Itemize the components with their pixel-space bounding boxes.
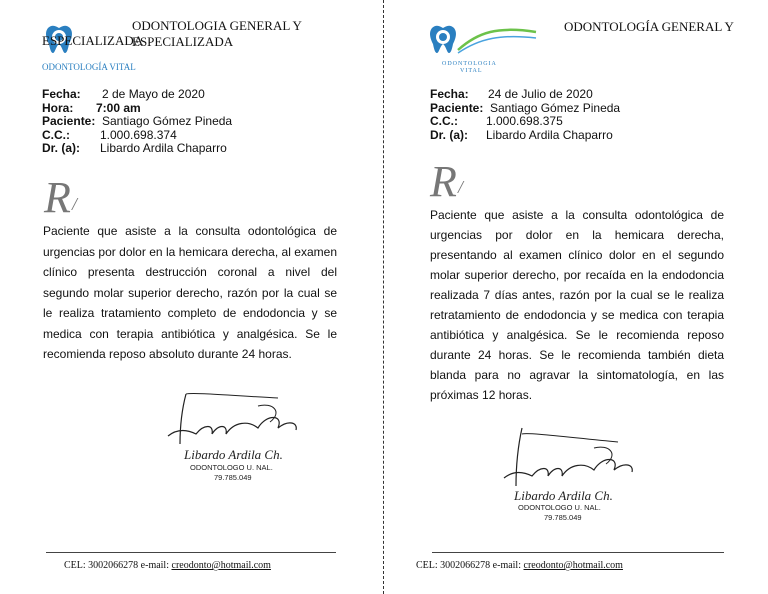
clinic-title-continued: ESPECIALIZADA [42,33,144,48]
id-row [430,115,620,129]
id-label: C.C.: [430,114,458,128]
clinic-title: ODONTOLOGIA GENERAL Y ESPECIALIZADA [132,18,302,49]
doctor-label: Dr. (a): [42,141,81,155]
doctor-value: Libardo Ardila Chaparro [100,141,227,155]
clinic-title: ODONTOLOGÍA GENERAL Y [564,19,734,34]
doctor-value: Libardo Ardila Chaparro [486,127,613,142]
date-value: 2 de Mayo de 2020 [102,87,205,101]
signature-icon [158,384,308,454]
rx-symbol: R [44,173,71,222]
footer-email[interactable]: creodonto@hotmail.com [171,560,271,571]
id-value: 1.000.698.374 [100,127,177,142]
signature-icon [494,424,644,494]
footer-email-label: e-mail: [140,560,169,571]
prescription-body: Paciente que asiste a la consulta odontológica de urgencias por dolor en la hemicara derecha, presentando al examen clínico dolor en el segundo molar superior derecho, por recaída en la endodoncia realizada 7 días antes, razón por la cual se le realiza retratamiento de endodoncia y se medica con terapia antibiótica y analgésica. Se le recomienda reposo durante 24 horas. Se le recomienda también dieta blanda para no agravar la sintomatología, en las próximas 12 horas. [430,208,724,402]
footer-phone: CEL: 3002066278 [64,560,139,571]
rx-symbol: R [430,157,457,206]
footer-email-label: e-mail: [492,560,521,571]
signature-name: Libardo Ardila Ch. [184,447,283,462]
footer-contact [64,560,271,571]
patient-row [42,115,232,129]
signature-name: Libardo Ardila Ch. [514,488,613,503]
signature-title: ODONTOLOGO U. NAL. [518,503,601,512]
prescription-left [0,0,383,594]
signature-id: 79.785.049 [214,473,252,482]
patient-row [430,102,620,116]
clinic-brand: ODONTOLOGÍA VITAL [42,62,136,72]
patient-value: Santiago Gómez Pineda [102,114,233,128]
rx-slash: / [458,177,464,197]
prescription-right [386,0,768,594]
id-label: C.C.: [42,127,70,142]
time-row [42,102,232,116]
id-value: 1.000.698.375 [486,114,563,128]
clinic-brand-2: VITAL [460,68,483,74]
doctor-label: Dr. (a): [430,127,469,142]
prescription-body: Paciente que asiste a la consulta odontológica de urgencias por dolor en la hemicara derecha, al examen clínico presenta destrucción coronal a nivel del segundo molar superior derecho, razón por la cual se le realiza tratamiento completo de endodoncia y se medica con terapia antibiótica y analgésica. Se le recomienda reposo absoluto durante 24 horas. [43,224,337,361]
rx-slash: / [72,194,78,214]
patient-fields [430,88,620,142]
footer-contact [416,560,623,571]
date-row [430,88,620,102]
footer-phone: CEL: 3002066278 [416,560,491,571]
time-value: 7:00 am [96,100,141,115]
page-divider [383,0,384,594]
date-label: Fecha: [42,87,81,101]
time-label: Hora: [42,100,74,115]
signature-id: 79.785.049 [544,513,582,522]
date-value: 24 de Julio de 2020 [488,87,593,101]
patient-fields [42,88,232,156]
patient-label: Paciente: [42,114,96,128]
footer-line [432,552,724,553]
footer-email[interactable]: creodonto@hotmail.com [523,560,623,571]
clinic-logo-icon [428,22,538,58]
date-label: Fecha: [430,87,469,101]
doctor-row [42,142,232,156]
clinic-brand: ODONTOLOGIA [442,61,497,67]
patient-label: Paciente: [430,100,484,115]
id-row [42,129,232,143]
footer-line [46,552,336,553]
date-row [42,88,232,102]
signature-title: ODONTOLOGO U. NAL. [190,463,273,472]
doctor-row [430,129,620,143]
patient-value: Santiago Gómez Pineda [490,100,621,115]
